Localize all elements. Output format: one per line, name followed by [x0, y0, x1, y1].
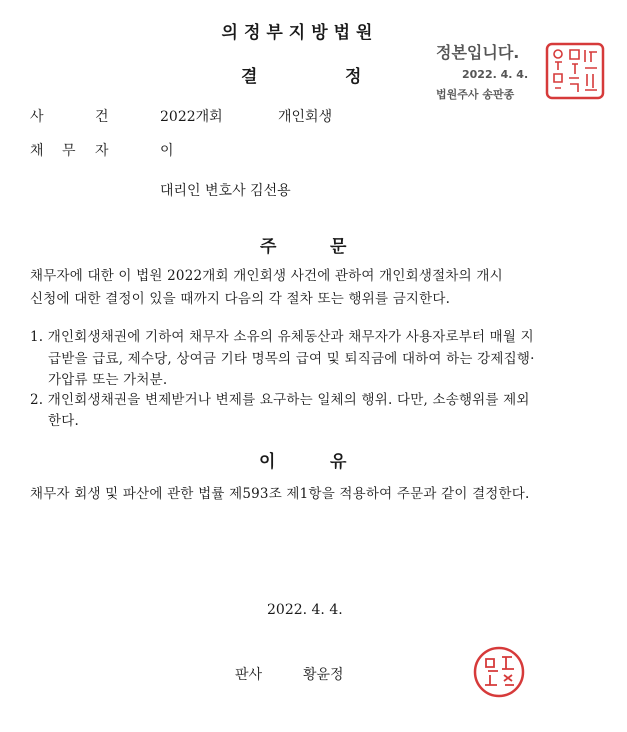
debtor-name: 이 — [160, 143, 174, 159]
order-heading-char-1: 주 — [260, 237, 277, 257]
agent-line: 대리인 변호사 김선용 — [160, 183, 291, 199]
reason-heading-char-1: 이 — [259, 452, 276, 472]
case-type: 개인회생 — [278, 109, 333, 125]
document-kind-second-char: 정 — [345, 67, 362, 87]
debtor-label-char-2: 무 — [62, 143, 76, 159]
debtor-label-char-1: 채 — [30, 143, 44, 159]
debtor-label-char-3: 자 — [95, 143, 109, 159]
judge-seal-icon — [472, 645, 526, 699]
order-intro-line-1: 채무자에 대한 이 법원 2022개회 개인회생 사건에 관하여 개인회생절차의 개시 — [30, 268, 503, 284]
order-intro-line-2: 신청에 대한 결정이 있을 때까지 다음의 각 절차 또는 행위를 금지한다. — [30, 291, 451, 307]
order-item-2-line-2: 한다. — [48, 413, 79, 429]
order-item-2-line-1: 2. 개인회생채권을 변제받거나 변제를 요구하는 일체의 행위. 다만, 소송행위를 제외 — [30, 392, 530, 408]
document-kind-first-char: 결 — [241, 67, 258, 87]
court-name: 의정부지방법원 — [221, 23, 379, 43]
judge-title: 판사 — [235, 667, 263, 683]
judge-name: 황윤정 — [303, 667, 344, 683]
certified-copy-clerk: 법원주사 송판종 — [436, 88, 515, 101]
certified-copy-date: 2022. 4. 4. — [462, 68, 529, 81]
reason-heading-char-2: 유 — [330, 452, 347, 472]
clerk-seal-icon — [545, 42, 605, 100]
order-item-1-line-3: 가압류 또는 가처분. — [48, 372, 168, 388]
case-number: 2022개회 — [160, 109, 223, 125]
order-item-1-line-1: 1. 개인회생채권에 기하여 채무자 소유의 유체동산과 채무자가 사용자로부터 매월 지 — [30, 329, 534, 345]
case-label-char-1: 사 — [30, 109, 44, 125]
certified-copy-stamp-text: 정본입니다. — [436, 43, 520, 62]
order-heading-char-2: 문 — [330, 237, 347, 257]
decision-date: 2022. 4. 4. — [267, 602, 343, 618]
order-item-1-line-2: 급받을 급료, 제수당, 상여금 기타 명목의 급여 및 퇴직금에 대하여 하는 강제집행· — [48, 351, 535, 367]
case-label-char-2: 건 — [95, 109, 109, 125]
reason-text: 채무자 회생 및 파산에 관한 법률 제593조 제1항을 적용하여 주문과 같이 결정한다. — [30, 486, 530, 502]
